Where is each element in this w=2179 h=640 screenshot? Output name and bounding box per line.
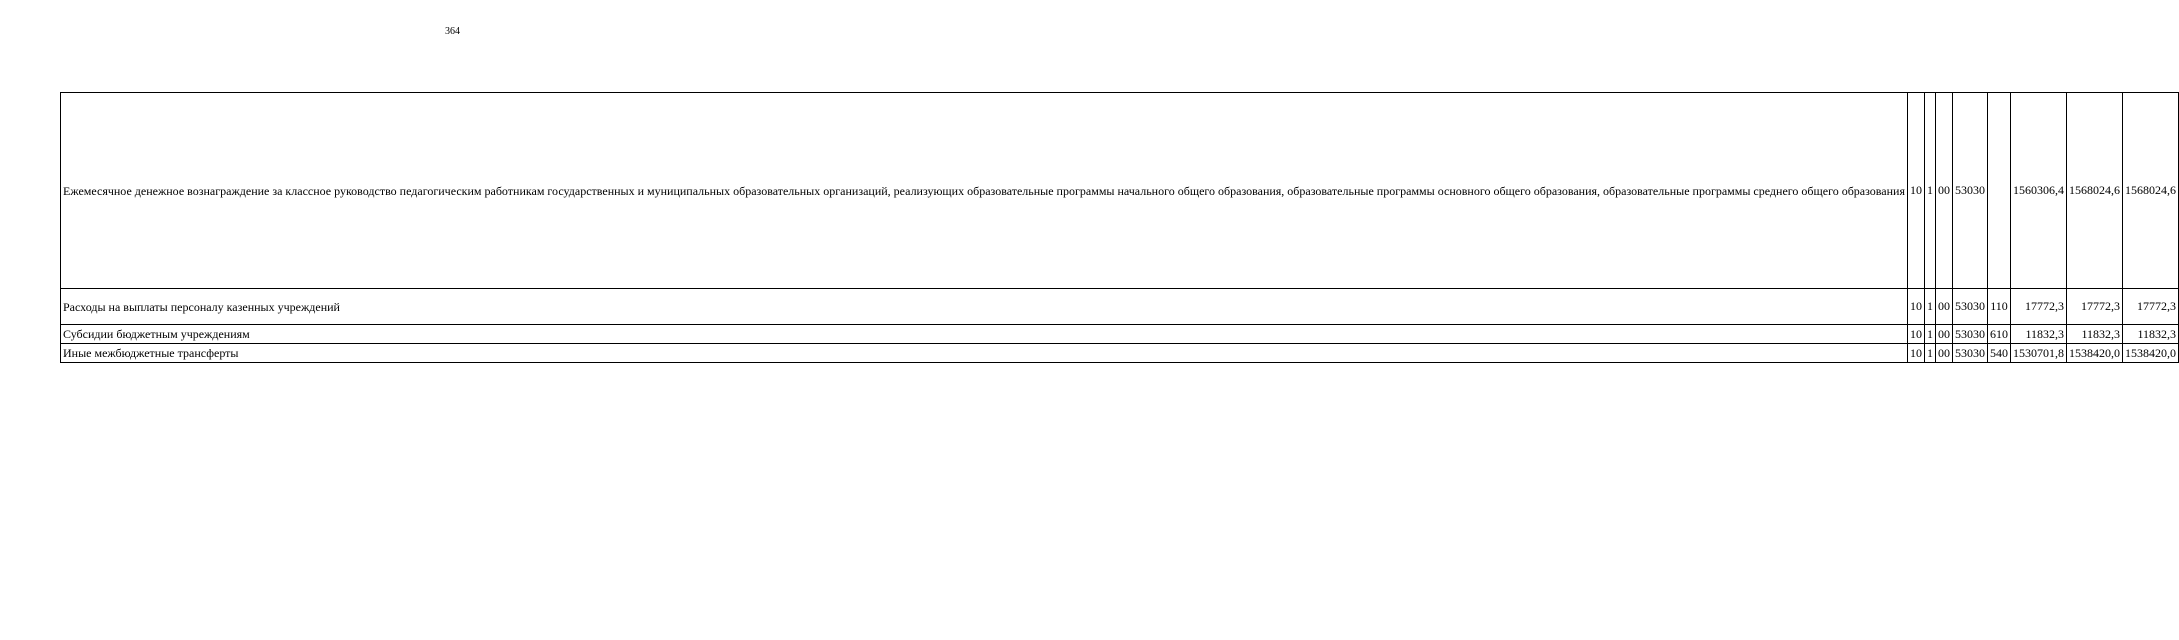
section-cell: 10 (1908, 325, 1925, 344)
table-row (61, 93, 2179, 289)
section-cell: 10 (1908, 289, 1925, 325)
subsection-cell: 1 (1925, 289, 1936, 325)
amount-2-cell: 1538420,0 (2067, 344, 2123, 363)
amount-2-cell: 17772,3 (2067, 289, 2123, 325)
expense-name-cell: Иные межбюджетные трансферты (61, 344, 1908, 363)
amount-1-cell: 17772,3 (2011, 289, 2067, 325)
subsection-cell: 1 (1925, 344, 1936, 363)
amount-3-cell: 11832,3 (2123, 325, 2179, 344)
section-cell: 10 (1908, 93, 1925, 289)
table-row (61, 289, 2179, 325)
amount-1-cell: 11832,3 (2011, 325, 2067, 344)
program-cell: 00 (1936, 325, 1953, 344)
amount-2-cell: 11832,3 (2067, 325, 2123, 344)
amount-3-cell: 1568024,6 (2123, 93, 2179, 289)
target-code-cell: 53030 (1953, 93, 1988, 289)
expense-type-cell: 610 (1988, 325, 2011, 344)
amount-3-cell: 17772,3 (2123, 289, 2179, 325)
expense-type-cell (1988, 93, 2011, 289)
budget-table (60, 92, 2179, 363)
program-cell: 00 (1936, 93, 1953, 289)
page-number: 364 (445, 26, 460, 37)
table-row (61, 344, 2179, 363)
target-code-cell: 53030 (1953, 289, 1988, 325)
target-code-cell: 53030 (1953, 325, 1988, 344)
expense-name-cell: Субсидии бюджетным учреждениям (61, 325, 1908, 344)
amount-1-cell: 1560306,4 (2011, 93, 2067, 289)
subsection-cell: 1 (1925, 325, 1936, 344)
expense-name-cell: Ежемесячное денежное вознаграждение за классное руководство педагогическим работникам государственных и муниципальных образовательных организаций, реализующих образовательные программы начального общего образования, образовательные программы основного общего образования, образовательные программы среднего общего образования (61, 93, 1908, 289)
section-cell: 10 (1908, 344, 1925, 363)
table-row (61, 325, 2179, 344)
amount-1-cell: 1530701,8 (2011, 344, 2067, 363)
program-cell: 00 (1936, 344, 1953, 363)
subsection-cell: 1 (1925, 93, 1936, 289)
amount-3-cell: 1538420,0 (2123, 344, 2179, 363)
amount-2-cell: 1568024,6 (2067, 93, 2123, 289)
expense-type-cell: 540 (1988, 344, 2011, 363)
expense-type-cell: 110 (1988, 289, 2011, 325)
expense-name-cell: Расходы на выплаты персоналу казенных учреждений (61, 289, 1908, 325)
target-code-cell: 53030 (1953, 344, 1988, 363)
program-cell: 00 (1936, 289, 1953, 325)
